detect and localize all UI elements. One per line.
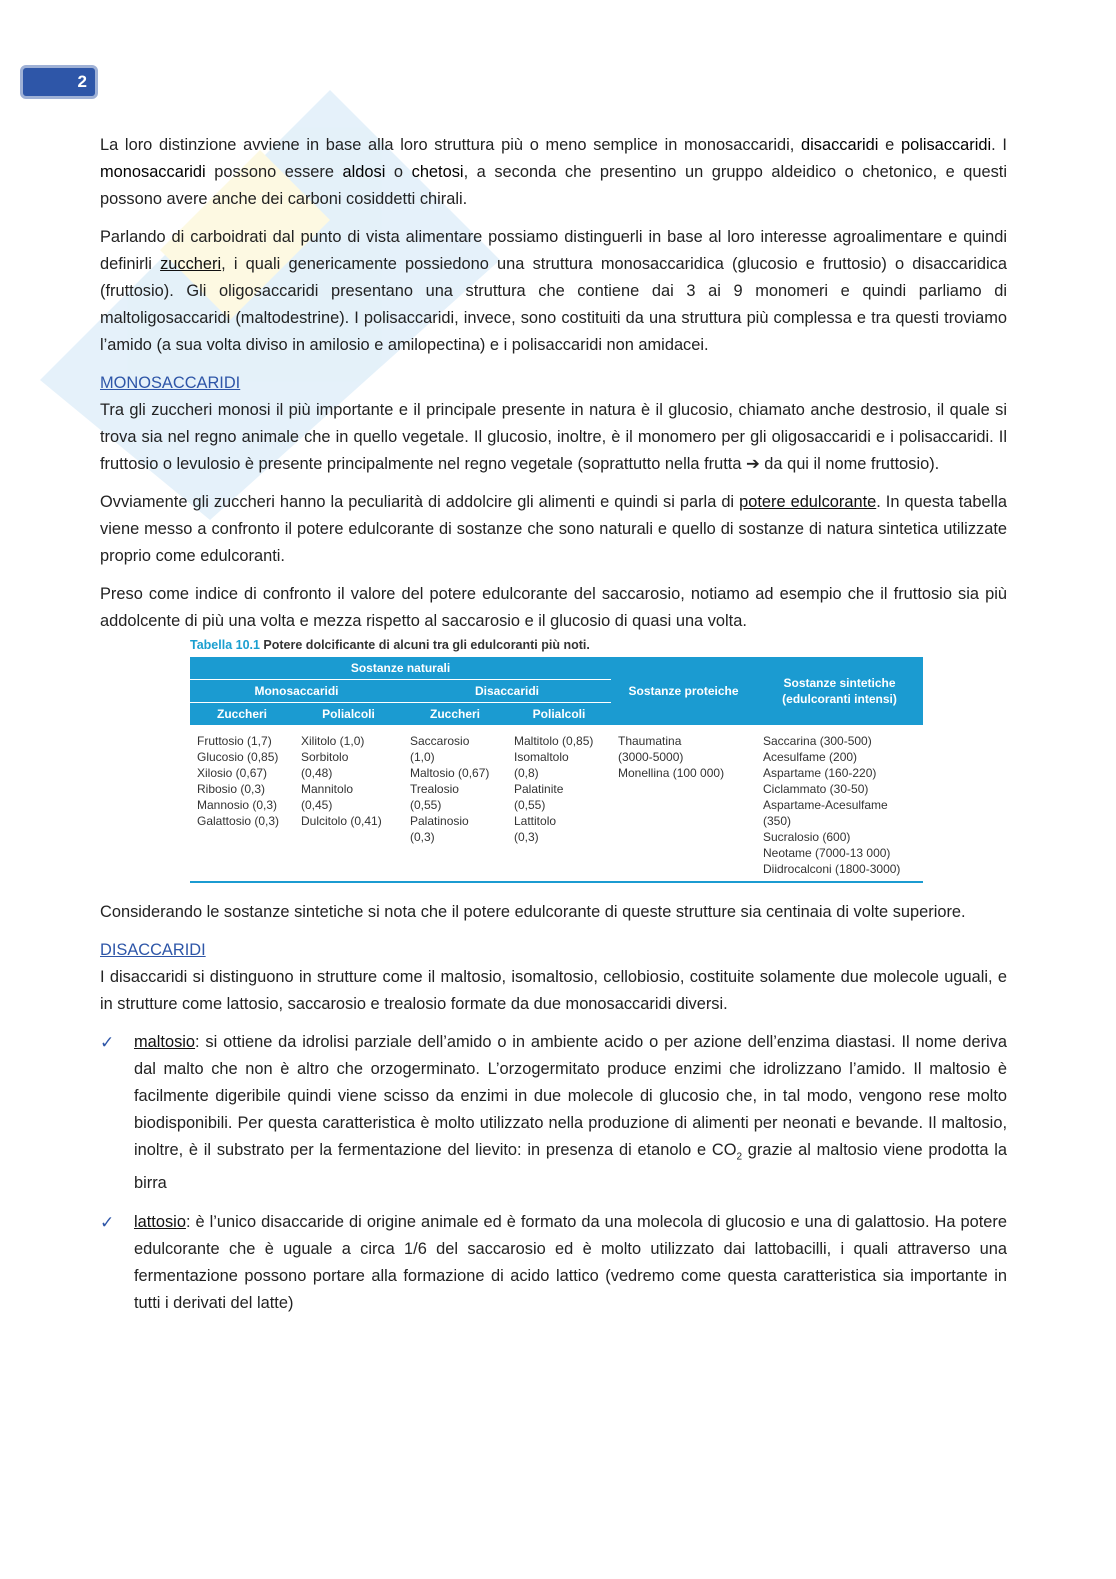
heading-monosaccaridi: MONOSACCARIDI	[100, 374, 241, 392]
paragraph-potere-edulcorante: Ovviamente gli zuccheri hanno la peculiarità di addolcire gli alimenti e quindi si parla di potere edulcorante. In questa tabella viene messo a confronto il potere edulcorante di sostanze che sono naturali e quello di sostanze di natura sintetica utilizzate proprio come edulcoranti.	[100, 493, 1007, 565]
table-cell-line: Mannosio (0,3)	[197, 798, 278, 812]
table-cell-line: Sucralosio (600)	[763, 830, 851, 844]
header-polialcoli-di: Polialcoli	[507, 703, 611, 726]
table-cell-line: (0,8)	[514, 766, 539, 780]
table-cell-line: Sorbitolo	[301, 750, 349, 764]
table-cell-line: Palatinosio	[410, 814, 469, 828]
table-cell-di-zuccheri	[403, 725, 507, 882]
table-cell-line: Xilosio (0,67)	[197, 766, 268, 780]
document-body	[100, 132, 1007, 1329]
keyword-potere-edulcorante: potere edulcorante	[739, 493, 877, 511]
keyword-polisaccaridi: polisaccaridi	[900, 136, 992, 154]
table-cell-line: Monellina (100 000)	[618, 766, 725, 780]
page-number-badge: 2	[20, 65, 98, 99]
table-cell-line: Glucosio (0,85)	[197, 750, 279, 764]
table-cell-mono-polialcoli	[294, 725, 403, 882]
table-cell-line: Aspartame-Acesulfame	[763, 798, 888, 812]
table-cell-line: Acesulfame (200)	[763, 750, 858, 764]
paragraph-monosaccaridi: Tra gli zuccheri monosi il più importante e il principale presente in natura è il glucosio, chiamato anche destrosio, il quale si trova sia nel regno animale che in quello vegetale. Il glucosio, inoltre, è il monomero per gli oligosaccaridi e i polisaccaridi. Il fruttosio o levulosio è presente principalmente nel regno vegetale (soprattutto nella frutta ➔ da qui il nome fruttosio).	[100, 401, 1007, 473]
table-cell-line: (0,45)	[301, 798, 333, 812]
paragraph-disaccaridi: I disaccaridi si distinguono in strutture come il maltosio, isomaltosio, cellobiosio, costituite solamente due molecole uguali, e in strutture come lattosio, saccarosio e trealosio formate da due monosaccaridi diversi.	[100, 968, 1007, 1013]
paragraph-intro: La loro distinzione avviene in base alla loro struttura più o meno semplice in monosaccaridi, disaccaridi e polisaccaridi. I monosaccaridi possono essere aldosi o chetosi, a seconda che presentino un gruppo aldeidico o chetonico, e questi possono avere anche dei carboni cosiddetti chirali.	[100, 136, 1008, 208]
table-cell-line: (0,3)	[514, 830, 539, 844]
term-maltosio: maltosio	[134, 1033, 196, 1051]
sweetener-table	[190, 657, 923, 883]
list-item-lattosio: ✓ lattosio: è l’unico disaccaride di origine animale ed è formato da una molecola di glucosio e una di galattosio. Ha potere edulcorante che è uguale a circa 1/6 del saccarosio ed è molto utilizzato dai lattobacilli, i quali attraverso una fermentazione possono portare alla formazione di acido lattico (vedremo come questa caratteristica sia importante in tutti i derivati del latte)	[100, 1209, 1007, 1317]
list-item-maltosio: ✓ maltosio: si ottiene da idrolisi parziale dell’amido o in ambiente acido o per azione dell’enzima diastasi. Il nome deriva dal malto che non è altro che orzogerminato. L’orzogermitato produce enzimi che idrolizzano l’amido. Il maltosio è facilmente digeribile quindi viene scisso da enzimi in due molecole di glucosio che, in tal modo, vengono rese molto biodisponibili. Per questa caratteristica è molto utilizzato nella produzione di alimenti per neonati e bevande. Il maltosio, inoltre, è il substrato per la fermentazione del lievito: in presenza di etanolo e $CO_2$ grazie al maltosio viene prodotta la birra	[100, 1029, 1007, 1197]
sweetener-table-figure	[190, 637, 923, 883]
disaccharide-list	[100, 1029, 1007, 1317]
paragraph-sintetiche: Considerando le sostanze sintetiche si nota che il potere edulcorante di queste strutture sia centinaia di volte superiore.	[100, 903, 966, 921]
arrow-right-icon: ➔	[746, 455, 760, 473]
table-cell-line: Isomaltolo	[514, 750, 569, 764]
table-cell-line: Ribosio (0,3)	[197, 782, 266, 796]
table-cell-line: (0,55)	[514, 798, 546, 812]
header-sostanze-naturali: Sostanze naturali	[190, 657, 611, 680]
header-disaccaridi: Disaccaridi	[403, 680, 611, 703]
table-cell-line: (0,3)	[410, 830, 435, 844]
table-caption: Tabella 10.1 Potere dolcificante di alcuni tra gli edulcoranti più noti.	[190, 638, 590, 652]
table-cell-line: Xilitolo (1,0)	[301, 734, 365, 748]
header-monosaccaridi: Monosaccaridi	[190, 680, 403, 703]
header-zuccheri-mono: Zuccheri	[190, 703, 294, 726]
header-sostanze-sintetiche: Sostanze sintetiche (edulcoranti intensi)	[756, 657, 923, 725]
keyword-monosaccaridi: monosaccaridi	[100, 163, 206, 181]
table-cell-line: (0,48)	[301, 766, 333, 780]
table-cell-line: Diidrocalconi (1800-3000)	[763, 862, 901, 876]
keyword-disaccaridi: disaccaridi	[801, 136, 879, 154]
table-cell-line: Ciclammato (30-50)	[763, 782, 869, 796]
table-cell-line: Maltosio (0,67)	[410, 766, 490, 780]
term-lattosio: lattosio	[134, 1213, 186, 1232]
keyword-aldosi: aldosi	[342, 163, 386, 181]
table-cell-line: Palatinite	[514, 782, 564, 796]
table-cell-line: Trealosio	[410, 782, 459, 796]
keyword-chetosi: chetosi	[411, 163, 464, 181]
table-cell-line: Aspartame (160-220)	[763, 766, 877, 780]
checkmark-icon: ✓	[100, 1213, 115, 1233]
table-cell-line: Saccarosio	[410, 734, 470, 748]
header-zuccheri-di: Zuccheri	[403, 703, 507, 726]
heading-disaccaridi: DISACCARIDI	[100, 941, 206, 959]
table-cell-line: Mannitolo	[301, 782, 354, 796]
table-cell-line: (0,55)	[410, 798, 442, 812]
paragraph-confronto: Preso come indice di confronto il valore del potere edulcorante del saccarosio, notiamo ad esempio che il fruttosio sia più addolcente di più una volta e mezza rispetto al saccarosio e il glucosio di quasi una volta.	[100, 585, 1007, 630]
paragraph-carboidrati: Parlando di carboidrati dal punto di vista alimentare possiamo distinguerli in base al loro interesse agroalimentare e quindi definirli zuccheri, i quali genericamente possiedono una struttura monosaccaridica (glucosio e fruttosio) o disaccaridica (fruttosio). Gli oligosaccaridi presentano una struttura che contiene dai 3 ai 9 monomeri e quindi parliamo di maltoligosaccaridi (maltodestrine). I polisaccaridi, invece, sono costituiti da una struttura più complessa e tra questi troviamo l’amido (a sua volta diviso in amilosio e amilopectina) e i polisaccaridi non amidacei.	[100, 228, 1007, 354]
checkmark-icon: ✓	[100, 1033, 115, 1052]
table-cell-line: Neotame (7000-13 000)	[763, 846, 891, 860]
table-cell-sintetiche	[756, 725, 923, 882]
header-polialcoli-mono: Polialcoli	[294, 703, 403, 726]
table-cell-line: Maltitolo (0,85)	[514, 734, 594, 748]
table-cell-line: Lattitolo	[514, 814, 557, 828]
keyword-zuccheri: zuccheri	[160, 255, 222, 273]
table-cell-line: Fruttosio (1,7)	[197, 734, 272, 748]
table-cell-line: Thaumatina	[618, 734, 682, 748]
table-cell-proteiche	[611, 725, 756, 882]
table-cell-line: (350)	[763, 814, 792, 828]
table-cell-line: Dulcitolo (0,41)	[301, 814, 382, 828]
header-sostanze-proteiche: Sostanze proteiche	[611, 657, 756, 725]
table-cell-mono-zuccheri	[190, 725, 294, 882]
table-cell-di-polialcoli	[507, 725, 611, 882]
table-cell-line: (3000-5000)	[618, 750, 684, 764]
table-cell-line: Saccarina (300-500)	[763, 734, 872, 748]
table-cell-line: Galattosio (0,3)	[197, 814, 280, 828]
table-cell-line: (1,0)	[410, 750, 435, 764]
